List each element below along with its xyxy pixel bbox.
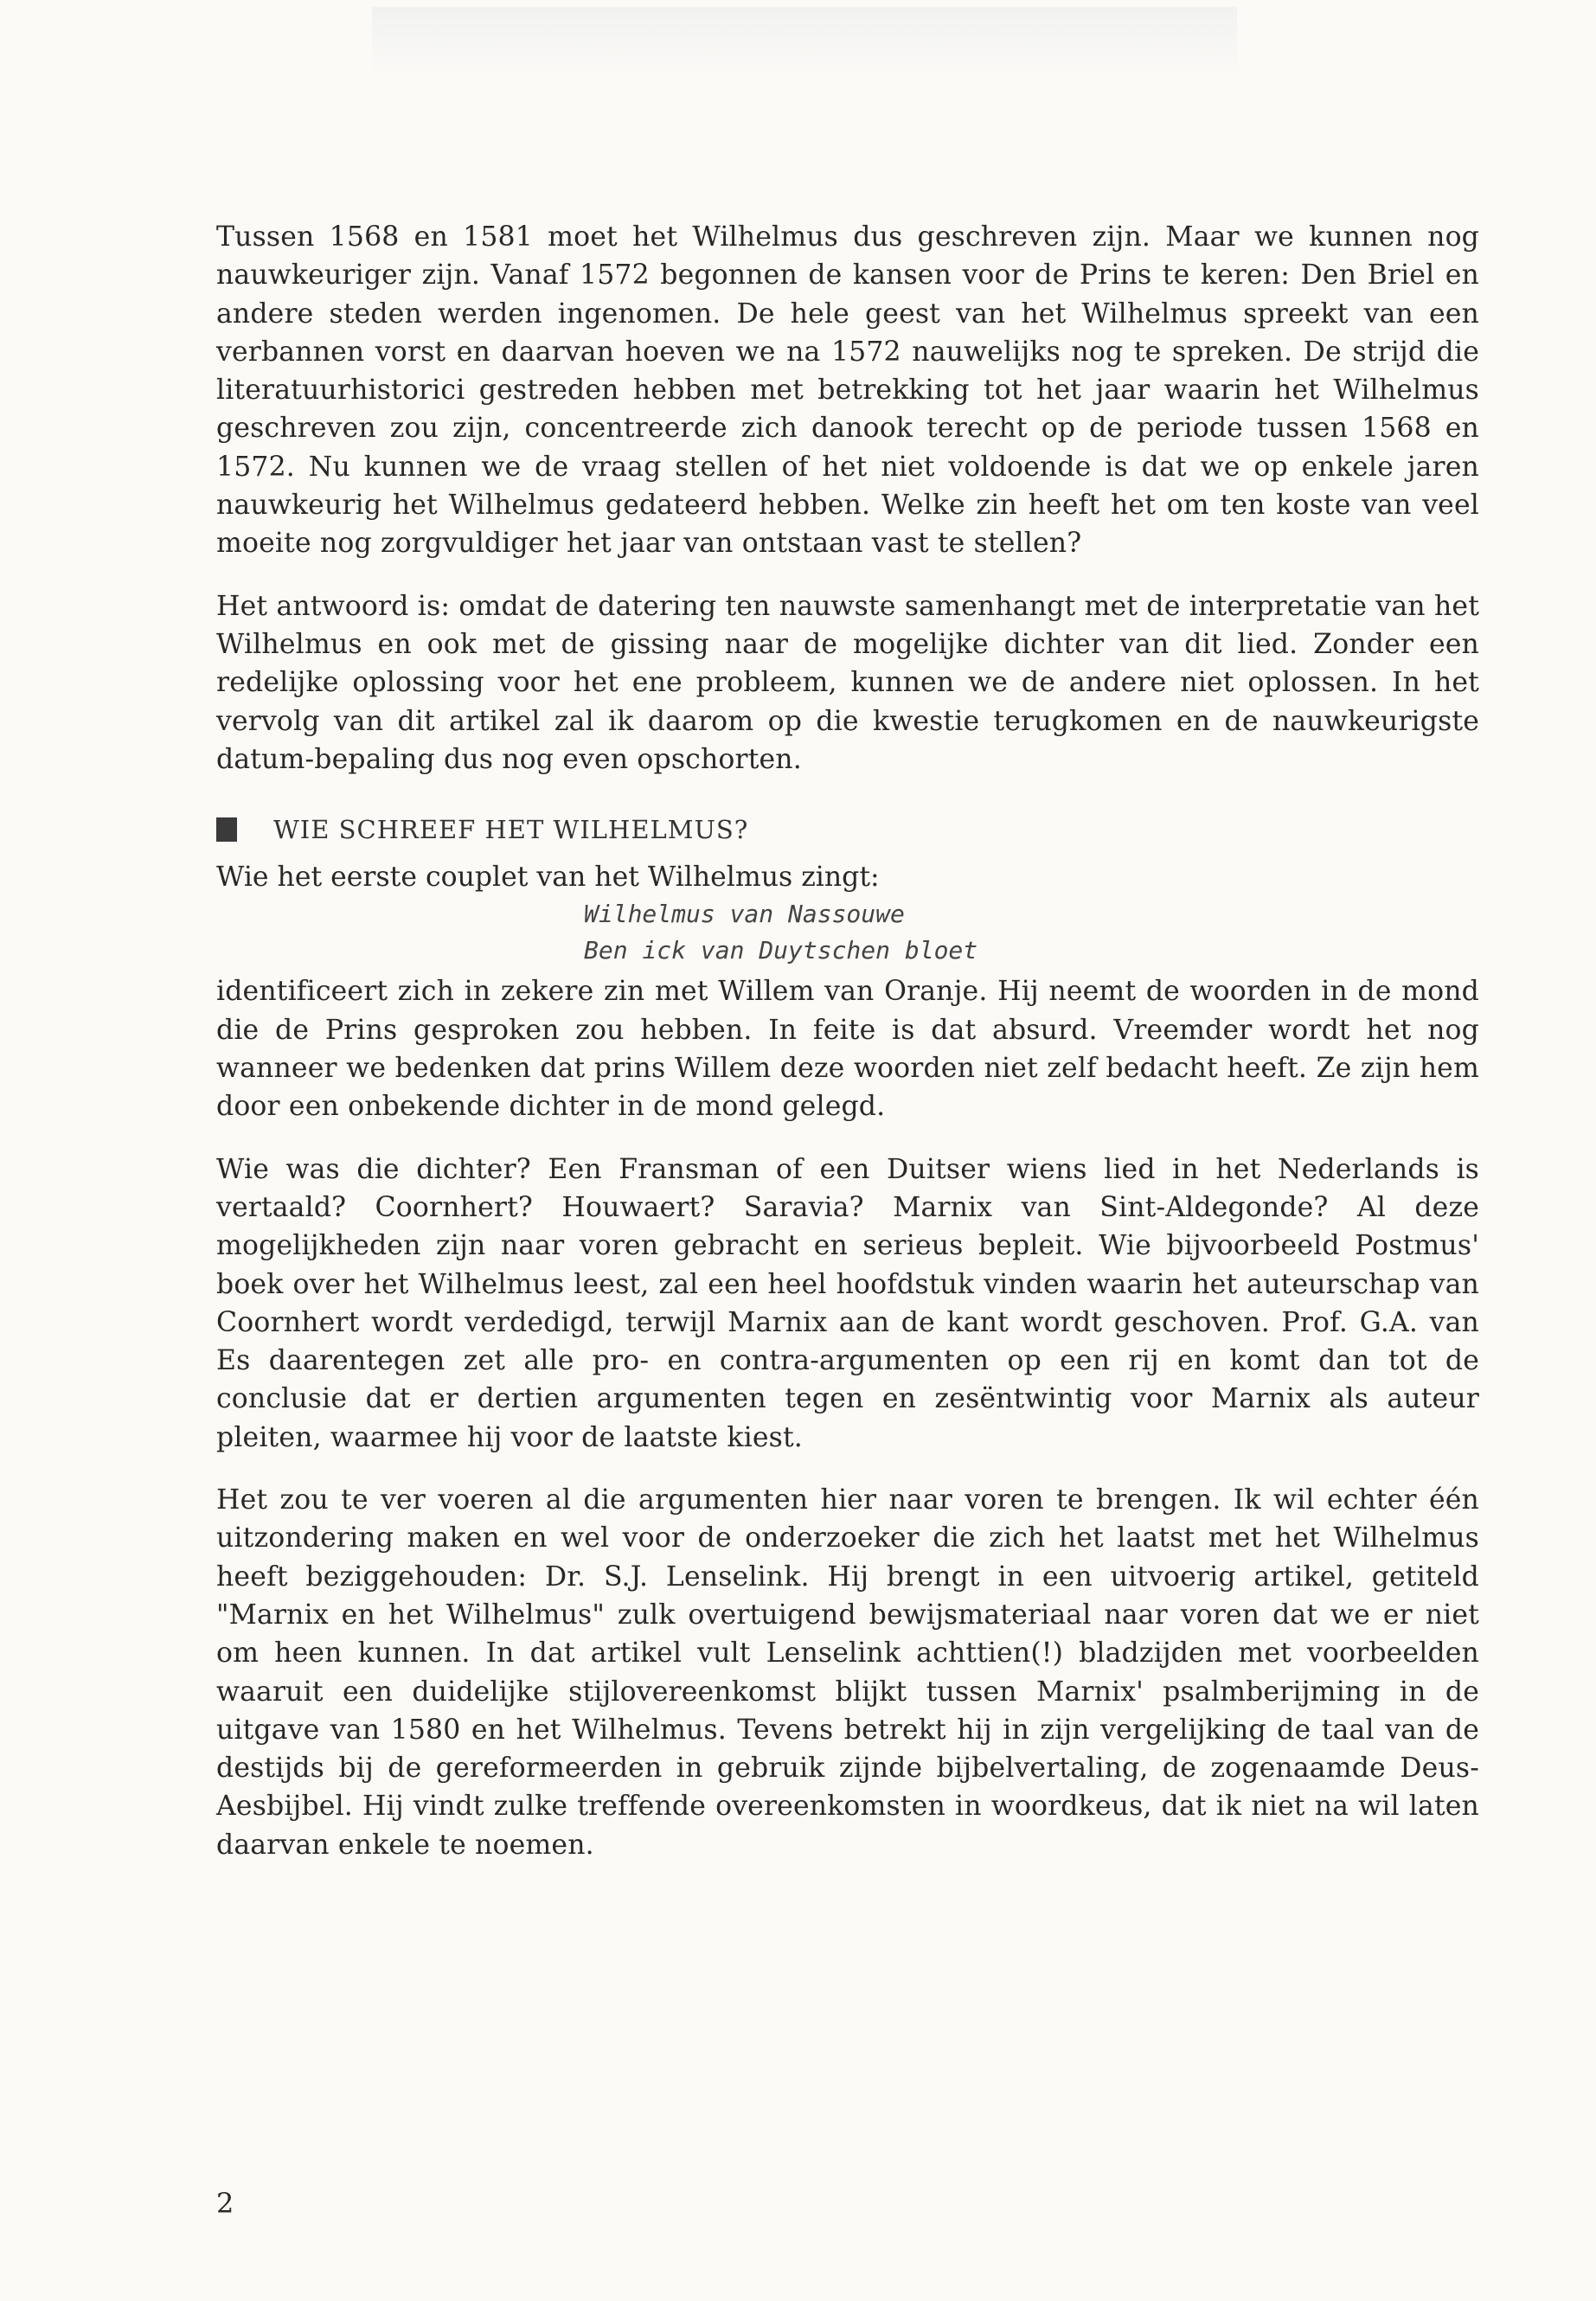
text-column [216,218,1479,1888]
section-heading [216,815,1479,844]
page-number: 2 [216,2187,234,2220]
paragraph: Wie was die dichter? Een Fransman of een Duitser wiens lied in het Nederlands is vertaald? Coornhert? Houwaert? Saravia? Marnix van Sint-Aldegonde? Al deze mogelijkheden zijn naar voren gebracht en serieus bepleit. Wie bijvoorbeeld Postmus' boek over het Wilhelmus leest, zal een heel hoofdstuk vinden waarin het auteurschap van Coornhert wordt verdedigd, terwijl Marnix aan de kant wordt geschoven. Prof. G.A. van Es daarentegen zet alle pro- en contra-argumenten op een rij en komt dan tot de conclusie dat er dertien argumenten tegen en zesëntwintig voor Marnix als auteur pleiten, waarmee hij voor de laatste kiest. [216,1153,1479,1453]
section-heading-text: WIE SCHREEF HET WILHELMUS? [273,815,749,845]
paragraph: Het zou te ver voeren al die argumenten hier naar voren te brengen. Ik wil echter één uitzondering maken en wel voor de onderzoeker die zich het laatst met het Wilhelmus heeft beziggehouden: Dr. S.J. Lenselink. Hij brengt in een uitvoerig artikel, getiteld "Marnix en het Wilhelmus" zulk overtuigend bewijsmateriaal naar voren dat we er niet om heen kunnen. In dat artikel vult Lenselink achttien(!) bladzijden met voorbeelden waaruit een duidelijke stijlovereenkomst blijkt tussen Marnix' psalmberijming in de uitgave van 1580 en het Wilhelmus. Tevens betrekt hij in zijn vergelijking de taal van de destijds bij de gereformeerden in gebruik zijnde bijbelvertaling, de zogenaamde Deus-Aesbijbel. Hij vindt zulke treffende overeenkomsten in woordkeus, dat ik niet na wil laten daarvan enkele te noemen. [216,1484,1479,1861]
heading-bullet-square-icon [216,817,237,842]
verse-intro-line: Wie het eerste couplet van het Wilhelmus zingt: [216,862,880,894]
verse-line: Wilhelmus van Nassouwe [584,900,905,929]
verse-line: Ben ick van Duytschen bloet [584,936,978,965]
scan-bleed-through [372,7,1237,76]
paragraph: identificeert zich in zekere zin met Willem van Oranje. Hij neemt de woorden in de mond die de Prins gesproken zou hebben. In feite is dat absurd. Vreemder wordt het nog wanneer we bedenken dat prins Willem deze woorden niet zelf bedacht heeft. Ze zijn hem door een onbekende dichter in de mond gelegd. [216,976,1479,1123]
paragraph: Het antwoord is: omdat de datering ten nauwste samenhangt met de interpretatie van het Wilhelmus en ook met de gissing naar de mogelijke dichter van dit lied. Zonder een redelijke oplossing voor het ene probleem, kunnen we de andere niet oplossen. In het vervolg van dit artikel zal ik daarom op die kwestie terugkomen en de nauwkeurigste datum-bepaling dus nog even opschorten. [216,590,1479,775]
paragraph: Tussen 1568 en 1581 moet het Wilhelmus dus geschreven zijn. Maar we kunnen nog nauwkeuriger zijn. Vanaf 1572 begonnen de kansen voor de Prins te keren: Den Briel en andere steden werden ingenomen. De hele geest van het Wilhelmus spreekt van een verbannen vorst en daarvan hoeven we na 1572 nauwelijks nog te spreken. De strijd die literatuurhistorici gestreden hebben met betrekking tot het jaar waarin het Wilhelmus geschreven zou zijn, concentreerde zich danook terecht op de periode tussen 1568 en 1572. Nu kunnen we de vraag stellen of het niet voldoende is dat we op enkele jaren nauwkeurig het Wilhelmus gedateerd hebben. Welke zin heeft het om ten koste van veel moeite nog zorgvuldiger het jaar van ontstaan vast te stellen? [216,221,1479,560]
